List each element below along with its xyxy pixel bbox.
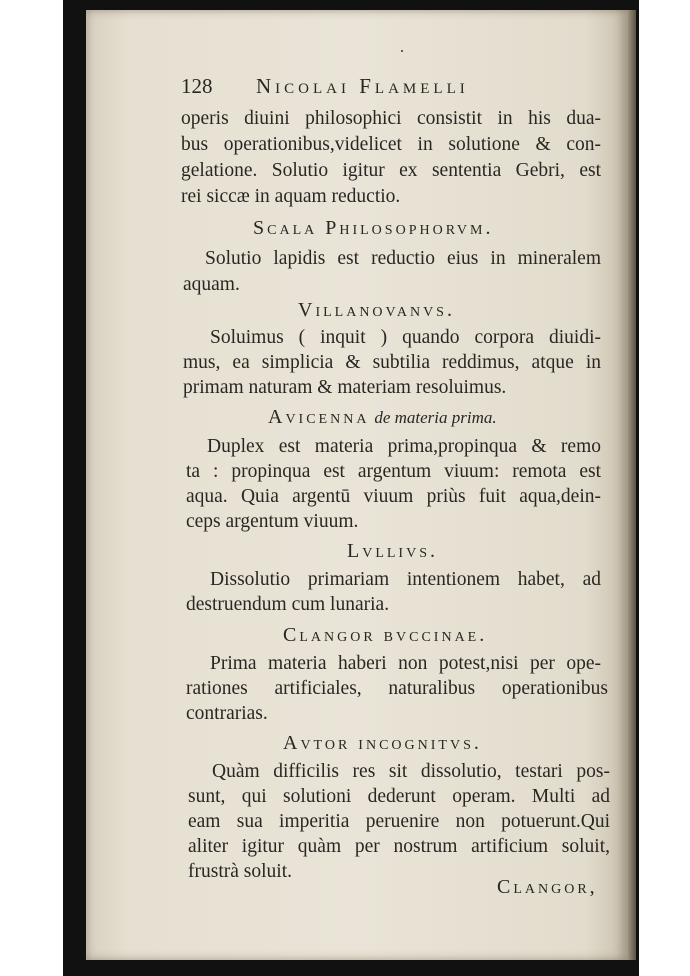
text-line: destruendum cum lunaria.: [186, 594, 390, 615]
text-line: aliter igitur quàm per nostrum artificium soluit,: [188, 836, 610, 857]
text-line: primam naturam & materiam resoluimus.: [183, 377, 507, 398]
section-heading: Avtor incognitvs.: [283, 732, 482, 754]
text-line: Dissolutio primariam intentionem habet, ad: [210, 569, 601, 590]
text-line: Prima materia haberi non potest,nisi per ope-: [210, 653, 601, 674]
text-line: rei siccæ in aquam reductio.: [181, 186, 401, 207]
section-heading: Lvllivs.: [347, 540, 438, 562]
text-line: rationes artificiales, naturalibus operationibus: [186, 678, 608, 699]
text-line: aqua. Quia argentū viuum priùs fuit aqua,dein-: [186, 486, 601, 507]
section-heading: Villanovanvs.: [298, 299, 455, 321]
text-line: contrarias.: [186, 703, 268, 724]
section-heading-name: Avicenna: [268, 406, 370, 428]
section-heading: Scala Philosophorvm.: [253, 217, 494, 239]
page-edge: [628, 10, 636, 960]
running-head: Nicolai Flamelli: [256, 74, 469, 98]
text-line: Quàm difficilis res sit dissolutio, testari pos-: [212, 761, 610, 782]
section-heading: Clangor bvccinae.: [283, 624, 488, 646]
text-line: Solutio lapidis est reductio eius in mineralem: [205, 248, 601, 269]
section-heading-subtitle: de materia prima.: [374, 408, 497, 427]
text-line: Soluimus ( inquit ) quando corpora diuidi-: [210, 327, 601, 348]
text-line: ceps argentum viuum.: [186, 511, 359, 532]
text-line: bus operationibus,videlicet in solutione & con-: [181, 134, 601, 155]
text-line: operis diuini philosophici consistit in his dua-: [181, 108, 601, 129]
text-line: ta : propinqua est argentum viuum: remota est: [186, 461, 601, 482]
section-heading: [268, 407, 497, 428]
catchword: Clangor,: [497, 876, 598, 898]
text-line: gelatione. Solutio igitur ex sententia Gebri, est: [181, 160, 601, 181]
text-line: aquam.: [183, 274, 240, 295]
text-line: eam sua imperitia peruenire non potuerunt.Qui: [188, 811, 610, 832]
text-line: frustrà soluit.: [188, 861, 292, 882]
ink-speck: [401, 50, 403, 52]
text-line: sunt, qui solutioni dederunt operam. Multi ad: [188, 786, 610, 807]
text-line: Duplex est materia prima,propinqua & remo: [207, 436, 601, 457]
page-number: 128: [181, 74, 213, 98]
text-line: mus, ea simplicia & subtilia reddimus, atque in: [183, 352, 601, 373]
